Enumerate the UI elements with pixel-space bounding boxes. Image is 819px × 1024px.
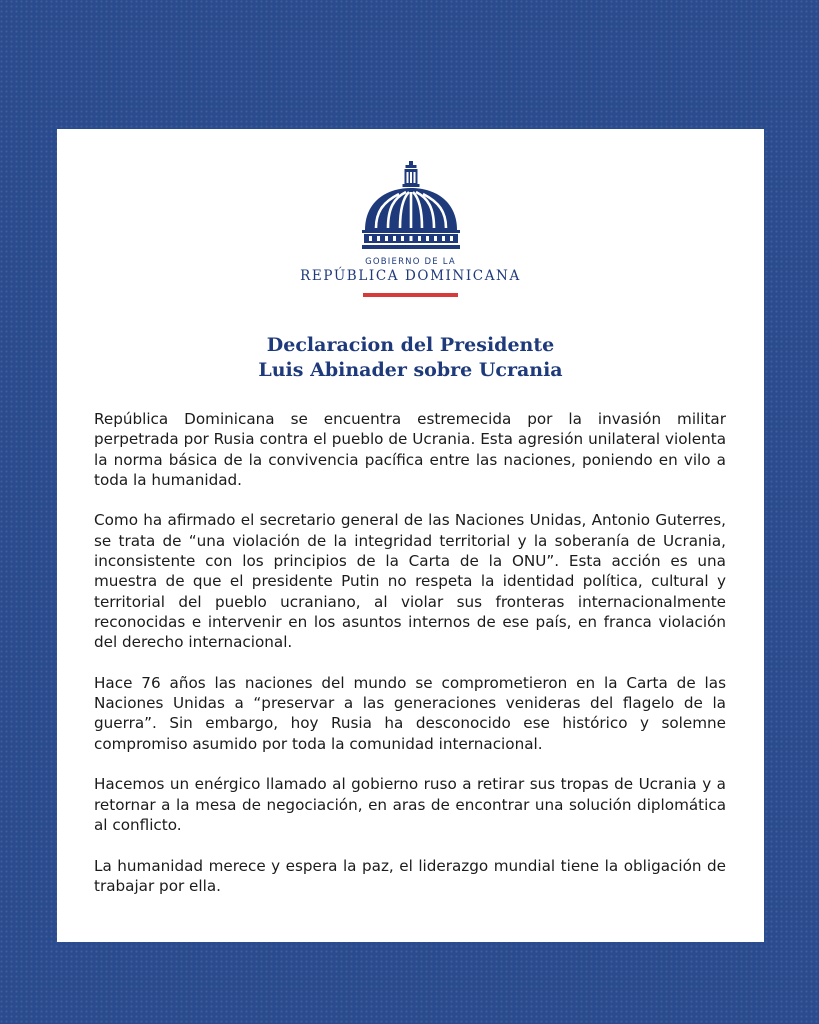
paragraph: Como ha afirmado el secretario general de las Naciones Unidas, Antonio Guterres, se trata de “una violación de la integridad territorial y la soberanía de Ucrania, inconsistente con los principios de la Carta de la ONU”. Esta acción es una muestra de que el presidente Putin no respeta la identidad política, cultural y territorial del pueblo ucraniano, al violar sus fronteras internacionalmente reconocidas e intervenir en los asuntos internos de ese país, en franca violación del derecho internacional. xyxy=(94,511,726,652)
title-line-1: Declaracion del Presidente xyxy=(266,334,555,356)
country-label: REPÚBLICA DOMINICANA xyxy=(300,268,521,284)
statement-body xyxy=(94,409,726,916)
paragraph: Hace 76 años las naciones del mundo se comprometieron en la Carta de las Naciones Unidas a “preservar a las generaciones venideras del flagelo de la guerra”. Sin embargo, hoy Rusia ha desconocido ese histórico y solemne compromiso asumido por toda la comunidad internacional. xyxy=(94,673,726,753)
red-divider xyxy=(363,293,458,297)
capitol-dome-icon xyxy=(362,161,460,253)
paragraph: República Dominicana se encuentra estremecida por la invasión militar perpetrada por Rusia contra el pueblo de Ucrania. Esta agresión unilateral violenta la norma básica de la convivencia pacífica entre las naciones, poniendo en vilo a toda la humanidad. xyxy=(94,410,726,489)
government-logo xyxy=(57,161,764,297)
paragraph: La humanidad merece y espera la paz, el liderazgo mundial tiene la obligación de trabajar por ella. xyxy=(94,856,726,895)
statement-card xyxy=(57,129,764,942)
title-line-2: Luis Abinader sobre Ucrania xyxy=(258,359,563,381)
government-label: GOBIERNO DE LA xyxy=(365,257,456,267)
statement-title xyxy=(57,333,764,383)
paragraph: Hacemos un enérgico llamado al gobierno ruso a retirar sus tropas de Ucrania y a retornar a la mesa de negociación, en aras de encontrar una solución diplomática al conflicto. xyxy=(94,775,726,834)
